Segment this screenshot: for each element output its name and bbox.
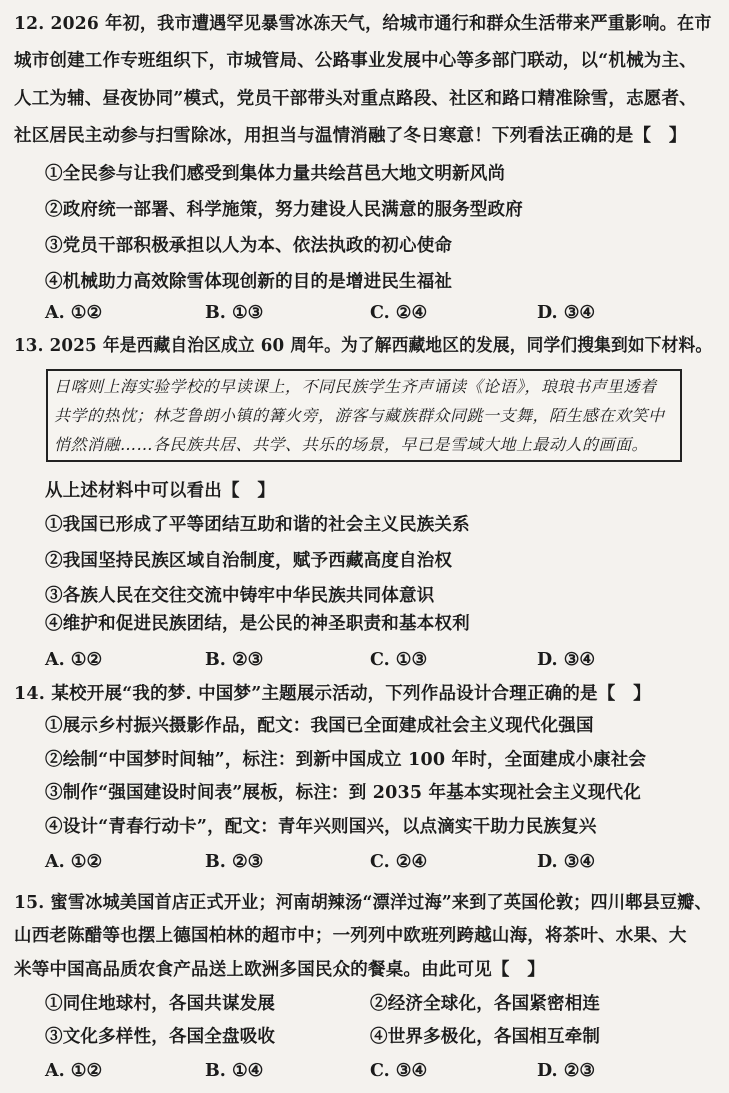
q12-option-b: B. ①③ <box>205 303 264 323</box>
q13-question: 从上述材料中可以看出【 】 <box>45 481 276 501</box>
q12-stem-line-4: 社区居民主动参与扫雪除冰，用担当与温情消融了冬日寒意！下列看法正确的是【 】 <box>14 126 687 146</box>
q13-option-a: A. ①② <box>45 650 103 670</box>
q14-statement-4: ④设计“青春行动卡”，配文：青年兴则国兴，以点滴实干助力民族复兴 <box>45 817 597 837</box>
q13-option-d: D. ③④ <box>537 650 596 670</box>
q15-statement-2: ②经济全球化，各国紧密相连 <box>370 994 601 1014</box>
q15-statement-4: ④世界多极化，各国相互牵制 <box>370 1027 601 1047</box>
q12-statement-2: ②政府统一部署、科学施策，努力建设人民满意的服务型政府 <box>45 200 523 220</box>
q12-option-c: C. ②④ <box>370 303 428 323</box>
q14-option-c: C. ②④ <box>370 852 428 872</box>
q13-statement-2: ②我国坚持民族区域自治制度，赋予西藏高度自治权 <box>45 551 453 571</box>
q13-stem: 13. 2025 年是西藏自治区成立 60 周年。为了解西藏地区的发展，同学们搜集到如下材料。 <box>14 336 713 356</box>
q13-option-c: C. ①③ <box>370 650 428 670</box>
q14-statement-2: ②绘制“中国梦时间轴”，标注：到新中国成立 100 年时，全面建成小康社会 <box>45 750 647 770</box>
q14-statement-1: ①展示乡村振兴摄影作品，配文：我国已全面建成社会主义现代化强国 <box>45 716 594 736</box>
q13-statement-4: ④维护和促进民族团结，是公民的神圣职责和基本权利 <box>45 614 470 634</box>
q12-stem-line-1: 12. 2026 年初，我市遭遇罕见暴雪冰冻天气，给城市通行和群众生活带来严重影响。在市 <box>14 14 712 34</box>
q14-option-a: A. ①② <box>45 852 103 872</box>
q13-material-line-1: 日喀则上海实验学校的早读课上，不同民族学生齐声诵读《论语》，琅琅书声里透着 <box>54 377 657 396</box>
q15-statement-1: ①同住地球村，各国共谋发展 <box>45 994 276 1014</box>
q13-material-line-2: 共学的热忱；林芝鲁朗小镇的篝火旁，游客与藏族群众同跳一支舞，陌生感在欢笑中 <box>54 406 665 425</box>
q15-option-d: D. ②③ <box>537 1061 596 1081</box>
q12-stem-line-2: 城市创建工作专班组织下，市城管局、公路事业发展中心等多部门联动，以“机械为主、 <box>14 51 697 71</box>
q14-stem: 14. 某校开展“我的梦. 中国梦”主题展示活动，下列作品设计合理正确的是【 】 <box>14 684 651 704</box>
q15-option-a: A. ①② <box>45 1061 103 1081</box>
q14-option-d: D. ③④ <box>537 852 596 872</box>
q15-statement-3: ③文化多样性，各国全盘吸收 <box>45 1027 276 1047</box>
q14-statement-3: ③制作“强国建设时间表”展板，标注：到 2035 年基本实现社会主义现代化 <box>45 783 641 803</box>
q13-option-b: B. ②③ <box>205 650 264 670</box>
q12-option-d: D. ③④ <box>537 303 596 323</box>
q13-statement-3: ③各族人民在交往交流中铸牢中华民族共同体意识 <box>45 586 435 606</box>
q13-statement-1: ①我国已形成了平等团结互助和谐的社会主义民族关系 <box>45 515 470 535</box>
q15-stem-line-3: 米等中国高品质农食产品送上欧洲多国民众的餐桌。由此可见【 】 <box>14 960 545 980</box>
q15-option-b: B. ①④ <box>205 1061 264 1081</box>
q15-stem-line-2: 山西老陈醋等也摆上德国柏林的超市中；一列列中欧班列跨越山海，将茶叶、水果、大 <box>14 926 687 946</box>
q13-material-box <box>46 369 682 462</box>
q15-option-c: C. ③④ <box>370 1061 428 1081</box>
q12-statement-3: ③党员干部积极承担以人为本、依法执政的初心使命 <box>45 236 453 256</box>
q15-stem-line-1: 15. 蜜雪冰城美国首店正式开业；河南胡辣汤“漂洋过海”来到了英国伦敦；四川郫县豆瓣、 <box>14 893 712 913</box>
q12-statement-4: ④机械助力高效除雪体现创新的目的是增进民生福祉 <box>45 272 453 292</box>
q12-option-a: A. ①② <box>45 303 103 323</box>
q14-option-b: B. ②③ <box>205 852 264 872</box>
q12-statement-1: ①全民参与让我们感受到集体力量共绘莒邑大地文明新风尚 <box>45 164 506 184</box>
q13-material-line-3: 悄然消融……各民族共居、共学、共乐的场景，早已是雪域大地上最动人的画面。 <box>54 435 649 454</box>
q12-stem-line-3: 人工为辅、昼夜协同”模式，党员干部带头对重点路段、社区和路口精准除雪，志愿者、 <box>14 89 697 109</box>
